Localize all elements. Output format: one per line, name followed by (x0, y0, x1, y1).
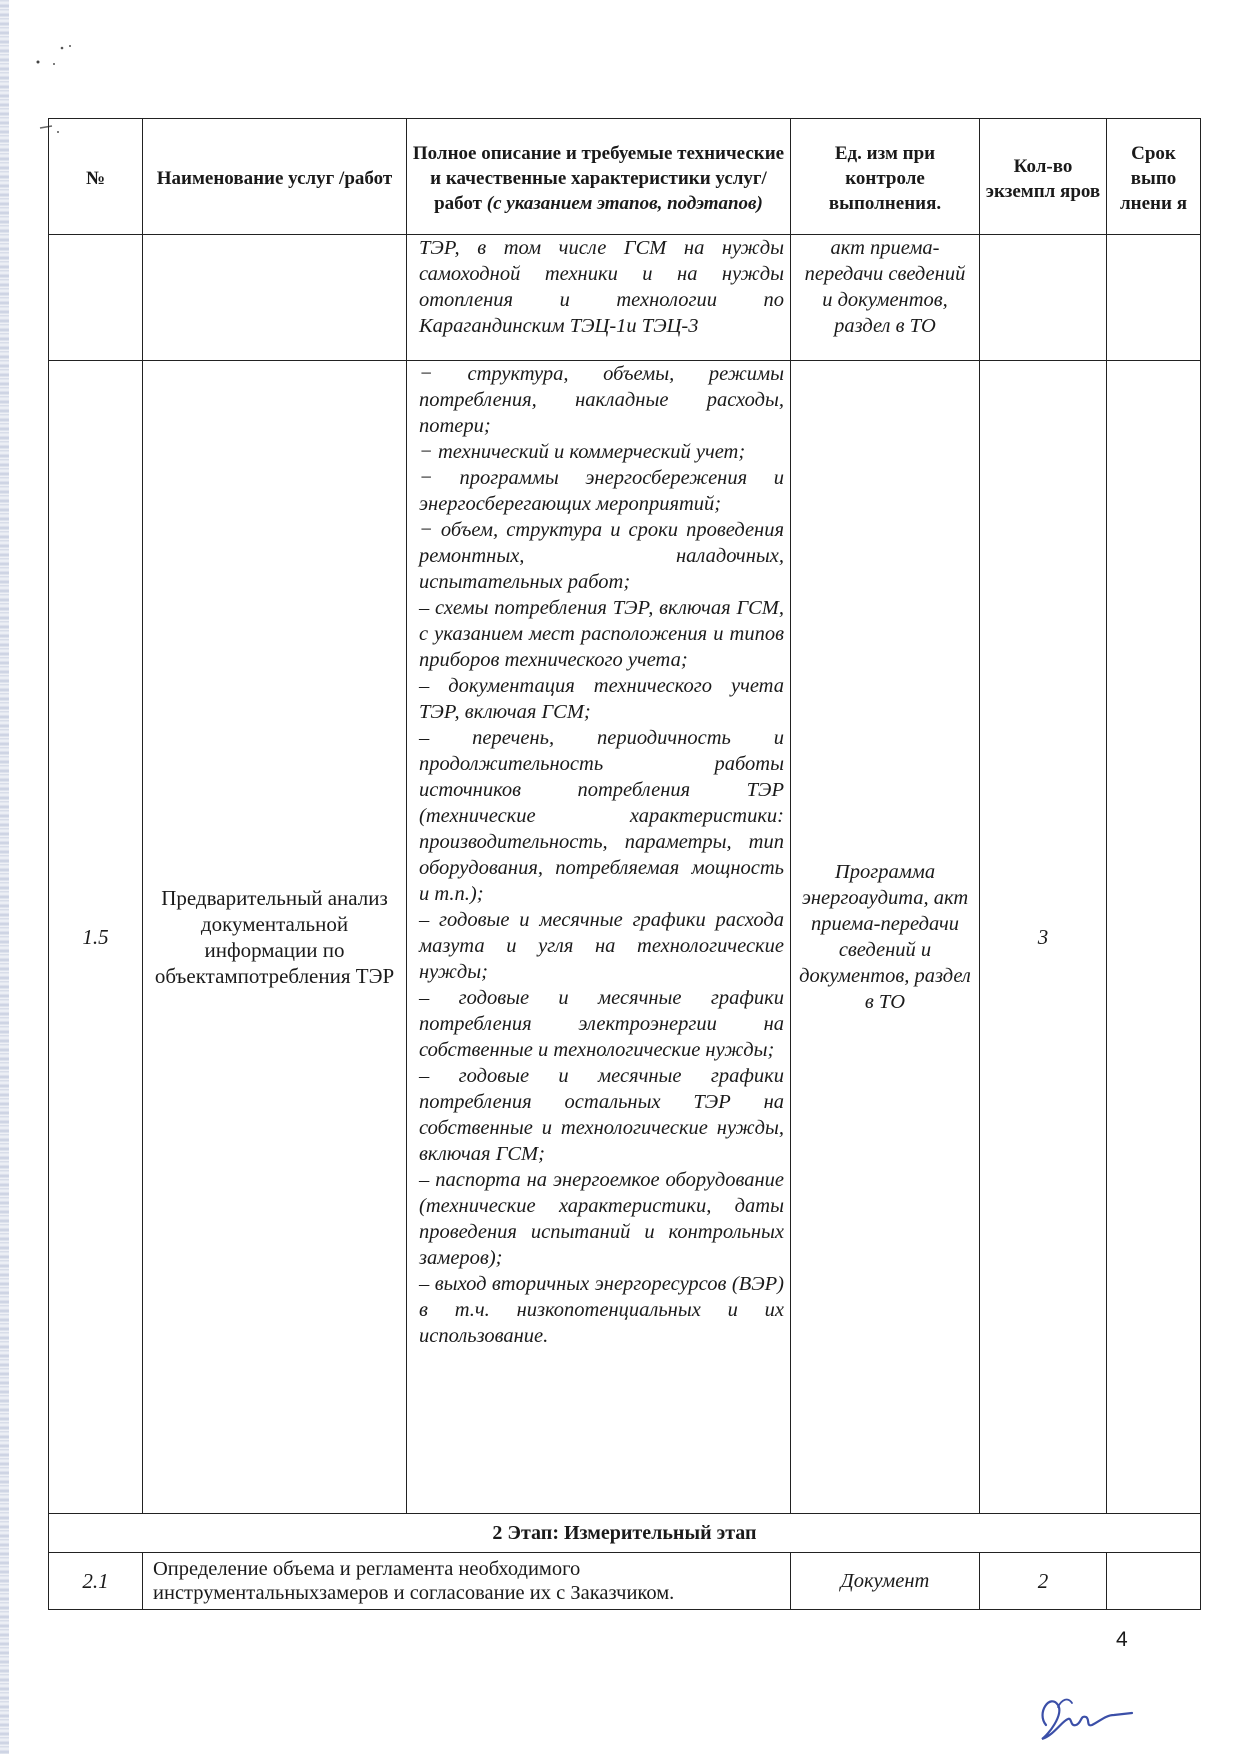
table-row-2-1 (49, 1553, 1201, 1610)
description-item: – схемы потребления ТЭР, включая ГСМ, с указанием мест расположения и типов приборов технического учета; (419, 597, 784, 671)
table-header-row (49, 119, 1201, 235)
header-deadline: Срок выпо лнени я (1107, 119, 1201, 235)
document-page (48, 118, 1200, 1610)
row-2-1-deadline (1107, 1553, 1201, 1610)
row-2-1-unit: Документ (791, 1553, 980, 1610)
table-row-continued (49, 235, 1201, 361)
description-item: – документация технического учета ТЭР, включая ГСМ; (419, 675, 784, 723)
continued-name-cell (143, 235, 407, 361)
description-item: − программы энергосбережения и энергосберегающих мероприятий; (419, 467, 784, 515)
header-service-name: Наименование услуг /работ (143, 119, 407, 235)
row-1-5-name: Предварительный анализ документальной информации по объектампотребления ТЭР (143, 361, 407, 1514)
header-number: № (49, 119, 143, 235)
services-table (48, 118, 1201, 1610)
continued-unit: акт приема-передачи сведений и документов, раздел в ТО (791, 235, 980, 361)
stage-2-title: 2 Этап: Измерительный этап (49, 1514, 1201, 1553)
header-description-main: Полное описание и требуемые технические и качественные характеристики услуг/работ (412, 143, 785, 214)
description-item: – годовые и месячные графики потребления остальных ТЭР на собственные и технологические нужды, включая ГСМ; (419, 1065, 784, 1165)
header-quantity: Кол-во экземпл яров (980, 119, 1107, 235)
header-description-note: (с указанием этапов, подэтапов) (486, 193, 763, 214)
row-2-1-quantity: 2 (980, 1553, 1107, 1610)
description-item: – паспорта на энергоемкое оборудование (технические характеристики, даты проведения испытаний и контрольных замеров); (419, 1169, 784, 1269)
continued-number-cell (49, 235, 143, 361)
description-item: − технический и коммерческий учет; (419, 441, 746, 463)
description-item: – перечень, периодичность и продолжительность работы источников потребления ТЭР (технические характеристики: производительность, параметры, тип оборудования, потребляемая мощность и т.п.); (419, 727, 784, 905)
signature-icon (1028, 1685, 1138, 1745)
description-item: – выход вторичных энергоресурсов (ВЭР) в т.ч. низкопотенциальных и их использование. (419, 1273, 784, 1347)
row-2-1-description: Определение объема и регламента необходимого инструментальныхзамеров и согласование их с Заказчиком. (143, 1553, 791, 1610)
description-item: − объем, структура и сроки проведения ремонтных, наладочных, испытательных работ; (419, 519, 784, 593)
description-item: – годовые и месячные графики потребления электроэнергии на собственные и технологические нужды; (419, 987, 784, 1061)
scan-edge-artifact (0, 0, 9, 1754)
continued-quantity-cell (980, 235, 1107, 361)
page-number: 4 (1116, 1628, 1128, 1651)
row-2-1-number: 2.1 (49, 1553, 143, 1610)
row-1-5-unit: Программа энергоаудита, акт приема-передачи сведений и документов, раздел в ТО (791, 361, 980, 1514)
row-1-5-deadline (1107, 361, 1201, 1514)
row-1-5-quantity: 3 (980, 361, 1107, 1514)
description-item: – годовые и месячные графики расхода мазута и угля на технологические нужды; (419, 909, 784, 983)
description-item: − структура, объемы, режимы потребления, накладные расходы, потери; (419, 363, 784, 437)
header-description (407, 119, 791, 235)
continued-description: ТЭР, в том числе ГСМ на нужды самоходной техники и на нужды отопления и технологии по Карагандинским ТЭЦ-1и ТЭЦ-3 (407, 235, 791, 361)
row-1-5-number: 1.5 (49, 361, 143, 1514)
header-unit: Ед. изм при контроле выполнения. (791, 119, 980, 235)
continued-deadline-cell (1107, 235, 1201, 361)
row-1-5-description (407, 361, 791, 1514)
stage-row (49, 1514, 1201, 1553)
table-row-1-5 (49, 361, 1201, 1514)
